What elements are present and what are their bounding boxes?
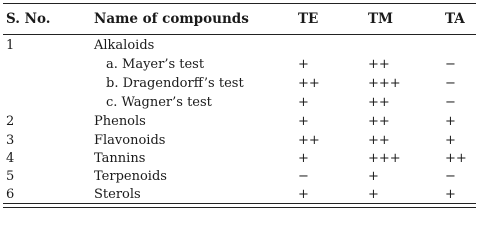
cell-tm: +++	[368, 76, 401, 91]
table-row	[0, 133, 479, 151]
cell-ta: −	[445, 76, 456, 91]
top-rule	[3, 3, 476, 4]
table-row	[0, 169, 479, 187]
cell-name: b. Dragendorff’s test	[106, 76, 244, 91]
table-row	[0, 38, 479, 56]
cell-name: a. Mayer’s test	[106, 57, 205, 72]
header-tm: TM	[368, 11, 393, 27]
bottom-rule-outer	[3, 207, 476, 208]
cell-tm: +++	[368, 151, 401, 166]
cell-name: Tannins	[94, 151, 146, 166]
table-row	[0, 76, 479, 94]
header-te: TE	[298, 11, 319, 27]
cell-te: +	[298, 95, 309, 110]
cell-ta: −	[445, 169, 456, 184]
cell-te: +	[298, 151, 309, 166]
cell-ta: +	[445, 114, 456, 129]
cell-te: ++	[298, 133, 320, 148]
table-row	[0, 114, 479, 132]
cell-sno: 4	[6, 151, 15, 166]
cell-ta: +	[445, 187, 456, 202]
cell-name: Phenols	[94, 114, 146, 129]
cell-sno: 2	[6, 114, 15, 129]
cell-ta: +	[445, 133, 456, 148]
header-name: Name of compounds	[94, 11, 249, 27]
cell-te: +	[298, 114, 309, 129]
bottom-rule-inner	[3, 203, 476, 204]
table-row	[0, 95, 479, 113]
cell-name: c. Wagner’s test	[106, 95, 212, 110]
cell-tm: +	[368, 169, 379, 184]
cell-tm: ++	[368, 95, 390, 110]
header-sno: S. No.	[6, 11, 51, 27]
header-rule	[3, 34, 476, 35]
cell-te: ++	[298, 76, 320, 91]
cell-name: Sterols	[94, 187, 141, 202]
cell-ta: −	[445, 95, 456, 110]
cell-sno: 6	[6, 187, 15, 202]
cell-sno: 5	[6, 169, 15, 184]
cell-name: Flavonoids	[94, 133, 166, 148]
cell-tm: +	[368, 187, 379, 202]
cell-te: −	[298, 169, 309, 184]
cell-sno: 3	[6, 133, 15, 148]
cell-tm: ++	[368, 133, 390, 148]
table-row	[0, 151, 479, 169]
cell-te: +	[298, 57, 309, 72]
cell-te: +	[298, 187, 309, 202]
cell-tm: ++	[368, 114, 390, 129]
cell-name: Alkaloids	[94, 38, 155, 53]
cell-sno: 1	[6, 38, 15, 53]
cell-tm: ++	[368, 57, 390, 72]
table-row	[0, 57, 479, 75]
cell-ta: ++	[445, 151, 467, 166]
cell-ta: −	[445, 57, 456, 72]
cell-name: Terpenoids	[94, 169, 167, 184]
header-ta: TA	[445, 11, 465, 27]
